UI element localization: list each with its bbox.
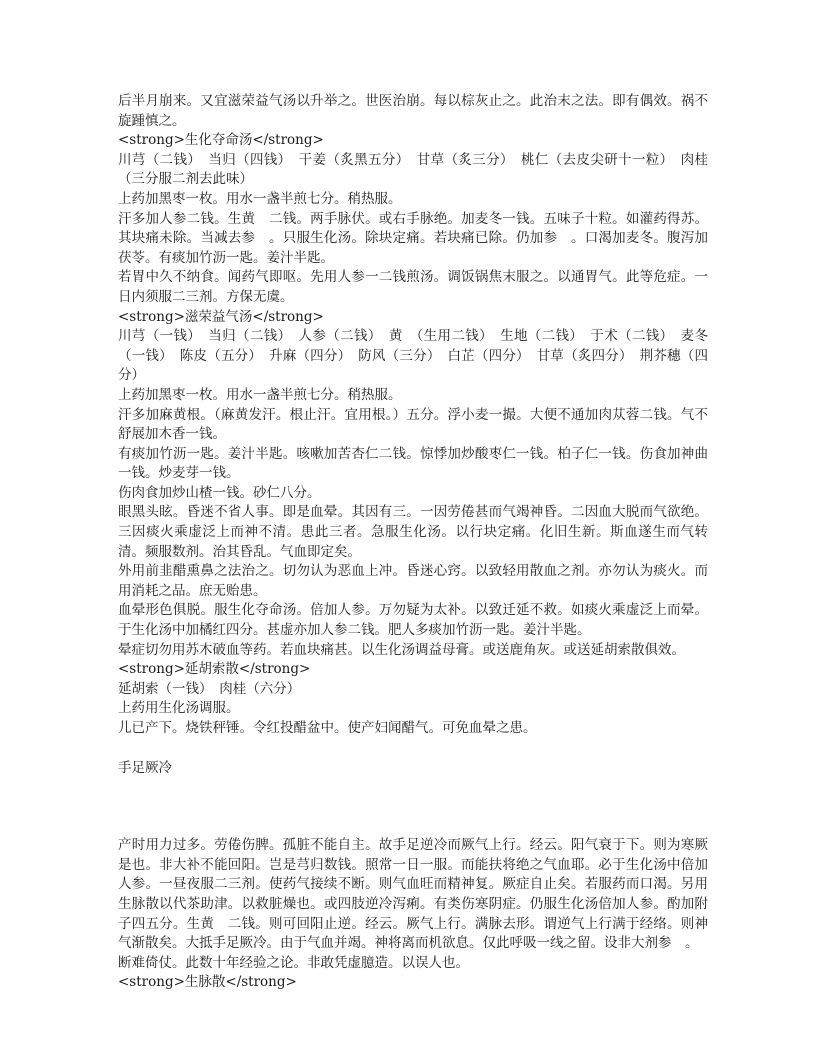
paragraph: 产时用力过多。劳倦伤脾。孤脏不能自主。故手足逆冷而厥气上行。经云。阳气衰于下。则为寒厥是也。非大补不能回阳。岂是芎归数钱。照常一日一服。而能扶将绝之气血耶。必于生化汤中倍加人参。一昼夜服二三剂。使药气接续不断。则气血旺而精神复。厥症自止矣。若服药而口渴。另用生脉散以代茶助津。以救脏燥也。或四肢逆冷泻痢。有类伤寒阴症。仍服生化汤倍加人参。酌加附子四五分。生黄 二钱。则可回阳止逆。经云。厥气上行。满脉去形。谓逆气上行满于经络。则神气渐散矣。大抵手足厥冷。由于气血并竭。神将离而机欲息。仅此呼吸一线之留。设非大剂参 。 [118, 837, 708, 952]
paragraph: 晕症切勿用苏木破血等药。若血块痛甚。以生化汤调益母膏。或送鹿角灰。或送延胡索散俱效。 [118, 641, 685, 658]
paragraph: 汗多加麻黄根。（麻黄发汗。根止汗。宜用根。）五分。浮小麦一撮。大便不通加肉苁蓉二钱。气不舒展加木香一钱。 [118, 406, 708, 443]
paragraph: 儿已产下。烧铁秤锤。令红投醋盆中。使产妇闻醋气。可免血晕之患。 [118, 720, 537, 736]
paragraph: 上药加黑枣一枚。用水一盏半煎七分。稍热服。 [118, 190, 402, 207]
formula-title: <strong>生脉散</strong> [118, 974, 297, 991]
document-page [118, 92, 708, 993]
section-heading: 手足厥冷 [118, 759, 172, 776]
paragraph: 上药加黑枣一枚。用水一盏半煎七分。稍热服。 [118, 386, 402, 403]
paragraph: 断难倚仗。此数十年经验之论。非敢凭虚臆造。以误人也。 [118, 954, 469, 971]
formula-title: <strong>生化夺命汤</strong> [118, 132, 324, 149]
paragraph: 上药用生化汤调服。 [118, 700, 240, 717]
formula-title: <strong>滋荣益气汤</strong> [118, 308, 324, 325]
paragraph: 若胃中久不纳食。闻药气即呕。先用人参一二钱煎汤。调饭锅焦末服之。以通胃气。此等危症。一日内须服二三剂。方保无虞。 [118, 269, 708, 305]
ingredient-list: 延胡索（一钱） 肉桂（六分） [118, 680, 301, 697]
paragraph: 眼黑头眩。昏迷不省人事。即是血晕。其因有三。一因劳倦甚而气竭神昏。二因血大脱而气欲绝。三因痰火乘虚泛上而神不清。患此三者。急服生化汤。以行块定痛。化旧生新。斯血遂生而气转清。频服数剂。治其昏乱。气血即定矣。 [118, 504, 708, 560]
formula-title: <strong>延胡索散</strong> [118, 661, 311, 678]
paragraph: 伤肉食加炒山楂一钱。砂仁八分。 [118, 484, 321, 501]
paragraph: 后半月崩来。又宜滋荣益气汤以升举之。世医治崩。每以棕灰止之。此治末之法。即有偶效。祸不旋踵慎之。 [118, 93, 708, 129]
ingredient-list: 川芎（一钱） 当归（二钱） 人参（二钱） 黄 （生用二钱） 生地（二钱） 于术（二钱） 麦冬（一钱） 陈皮（五分） 升麻（四分） 防风（三分） 白芷（四分） 甘草（炙四分） 荆芥穗（四分） [118, 328, 708, 384]
paragraph: 血晕形色俱脱。服生化夺命汤。倍加人参。万勿疑为太补。以致迁延不救。如痰火乘虚泛上而晕。于生化汤中加橘红四分。甚虚亦加人参二钱。肥人多痰加竹沥一匙。姜汁半匙。 [118, 602, 708, 639]
paragraph: 外用前韭醋熏鼻之法治之。切勿认为恶血上冲。昏迷心窍。以致轻用散血之剂。亦勿认为痰火。而用消耗之品。庶无贻患。 [118, 563, 708, 599]
ingredient-list: 川芎（二钱） 当归（四钱） 干姜（炙黑五分） 甘草（炙三分） 桃仁（去皮尖研十一粒） 肉桂（三分服二剂去此味） [118, 151, 708, 188]
paragraph: 汗多加人参二钱。生黄 二钱。两手脉伏。或右手脉绝。加麦冬一钱。五味子十粒。如灌药得苏。其块痛未除。当减去参 。只服生化汤。除块定痛。若块痛已除。仍加参 。口渴加麦冬。腹泻加茯苓。有痰加竹沥一匙。姜汁半匙。 [118, 210, 708, 266]
paragraph: 有痰加竹沥一匙。姜汁半匙。咳嗽加苦杏仁二钱。惊悸加炒酸枣仁一钱。柏子仁一钱。伤食加神曲一钱。炒麦芽一钱。 [118, 445, 708, 482]
